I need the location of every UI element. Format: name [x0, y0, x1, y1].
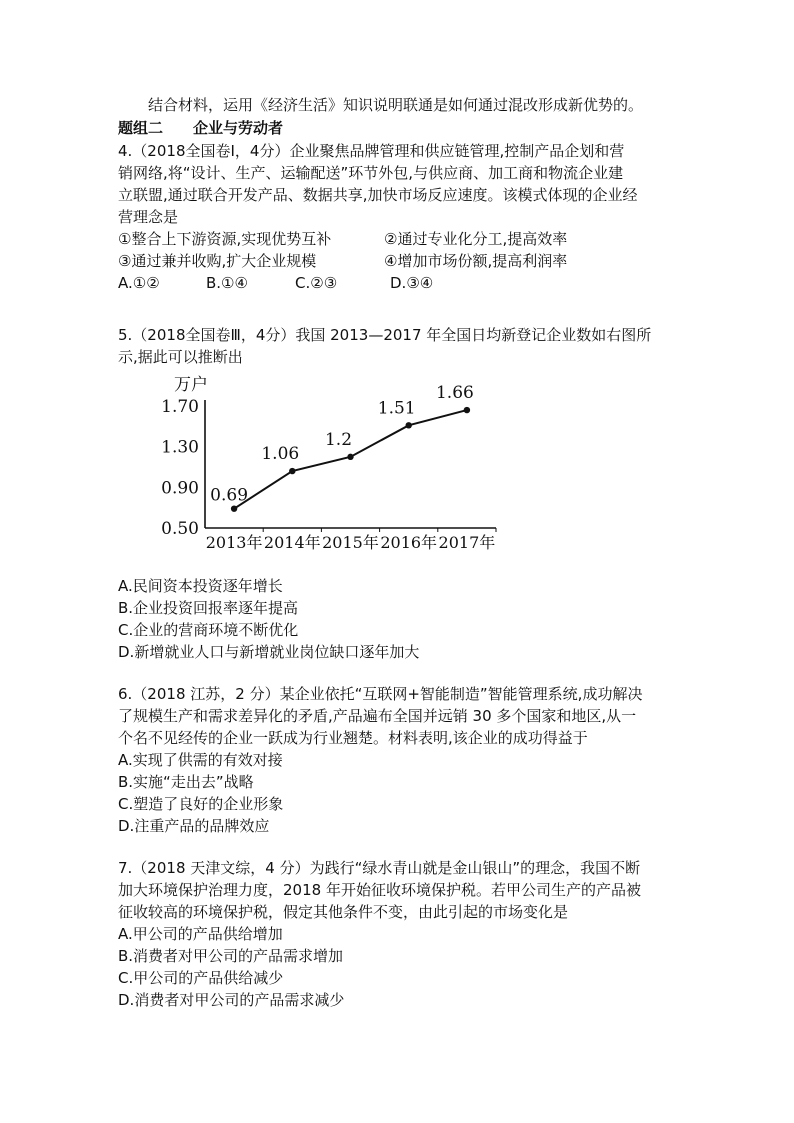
data-point	[347, 454, 353, 460]
data-point	[406, 422, 412, 428]
data-point	[231, 505, 237, 511]
q5-option-c: C.企业的营商环境不断优化	[118, 621, 299, 639]
data-label: 1.2	[324, 429, 353, 450]
y-tick-label: 1.30	[161, 437, 199, 458]
q6-stem-line: 了规模生产和需求差异化的矛盾,产品遍布全国并远销 30 多个国家和地区,从一	[118, 707, 637, 725]
q4-choice-b: B.①④	[206, 274, 248, 292]
data-point	[464, 407, 470, 413]
q7-option-d: D.消费者对甲公司的产品需求减少	[118, 991, 345, 1009]
q4-stem-line: 营理念是	[118, 208, 179, 226]
q4-stem-line: 4.（2018全国卷Ⅰ，4分）企业聚焦品牌管理和供应链管理,控制产品企划和营	[118, 142, 625, 160]
q6-option-c: C.塑造了良好的企业形象	[118, 795, 284, 813]
data-label: 1.66	[435, 383, 474, 404]
x-tick-label: 2014年	[263, 533, 321, 552]
q7-stem-line: 7.（2018 天津文综，4 分）为践行“绿水青山就是金山银山”的理念，我国不断	[118, 859, 641, 877]
x-tick-label: 2017年	[438, 533, 496, 552]
y-axis-label: 万户	[174, 375, 208, 395]
x-tick-label: 2015年	[322, 533, 379, 552]
q6-option-b: B.实施“走出去”战略	[118, 773, 254, 791]
x-tick-label: 2016年	[380, 533, 438, 552]
section-heading: 题组二 企业与劳动者	[118, 119, 284, 137]
q5-stem-line: 示,据此可以推断出	[118, 348, 243, 366]
q4-choice-d: D.③④	[390, 274, 434, 292]
q7-stem-line: 征收较高的环境保护税，假定其他条件不变，由此引起的市场变化是	[118, 903, 569, 921]
q4-choice-c: C.②③	[295, 274, 338, 292]
q7-stem-line: 加大环境保护治理力度，2018 年开始征收环境保护税。若甲公司生产的产品被	[118, 881, 641, 899]
q7-option-b: B.消费者对甲公司的产品需求增加	[118, 947, 344, 965]
q4-statement: ④增加市场份额,提高利润率	[384, 252, 568, 270]
q4-statement: ③通过兼并收购,扩大企业规模	[118, 252, 317, 270]
data-label: 1.06	[261, 444, 300, 465]
q4-choice-a: A.①②	[118, 274, 160, 292]
q5-stem-line: 5.（2018全国卷Ⅲ，4分）我国 2013—2017 年全国日均新登记企业数如右图所	[118, 326, 652, 344]
q4-stem-line: 立联盟,通过联合开发产品、数据共享,加快市场反应速度。该模式体现的企业经	[118, 186, 638, 204]
data-label: 1.51	[377, 398, 416, 419]
intro-instruction: 结合材料，运用《经济生活》知识说明联通是如何通过混改形成新优势的。	[148, 96, 644, 114]
q7-option-a: A.甲公司的产品供给增加	[118, 925, 283, 943]
y-tick-label: 0.50	[161, 519, 199, 539]
q4-stem-line: 销网络,将“设计、生产、运输配送”环节外包,与供应商、加工商和物流企业建	[118, 164, 624, 182]
q6-option-d: D.注重产品的品牌效应	[118, 817, 270, 835]
q4-statement: ①整合上下游资源,实现优势互补	[118, 230, 332, 248]
q4-statement: ②通过专业化分工,提高效率	[384, 230, 568, 248]
y-tick-label: 1.70	[161, 397, 199, 417]
q6-stem-line: 6.（2018 江苏，2 分）某企业依托“互联网+智能制造”智能管理系统,成功解决	[118, 685, 643, 703]
data-point	[289, 468, 295, 474]
q6-option-a: A.实现了供需的有效对接	[118, 751, 283, 769]
q7-option-c: C.甲公司的产品供给减少	[118, 969, 284, 987]
y-tick-label: 0.90	[161, 478, 199, 499]
x-tick-label: 2013年	[205, 533, 263, 552]
data-label: 0.69	[210, 485, 249, 506]
q6-stem-line: 个名不见经传的企业一跃成为行业翘楚。材料表明,该企业的成功得益于	[118, 729, 588, 747]
line-chart	[158, 370, 508, 560]
q5-option-a: A.民间资本投资逐年增长	[118, 577, 283, 595]
q5-option-b: B.企业投资回报率逐年提高	[118, 599, 299, 617]
q5-option-d: D.新增就业人口与新增就业岗位缺口逐年加大	[118, 643, 420, 661]
